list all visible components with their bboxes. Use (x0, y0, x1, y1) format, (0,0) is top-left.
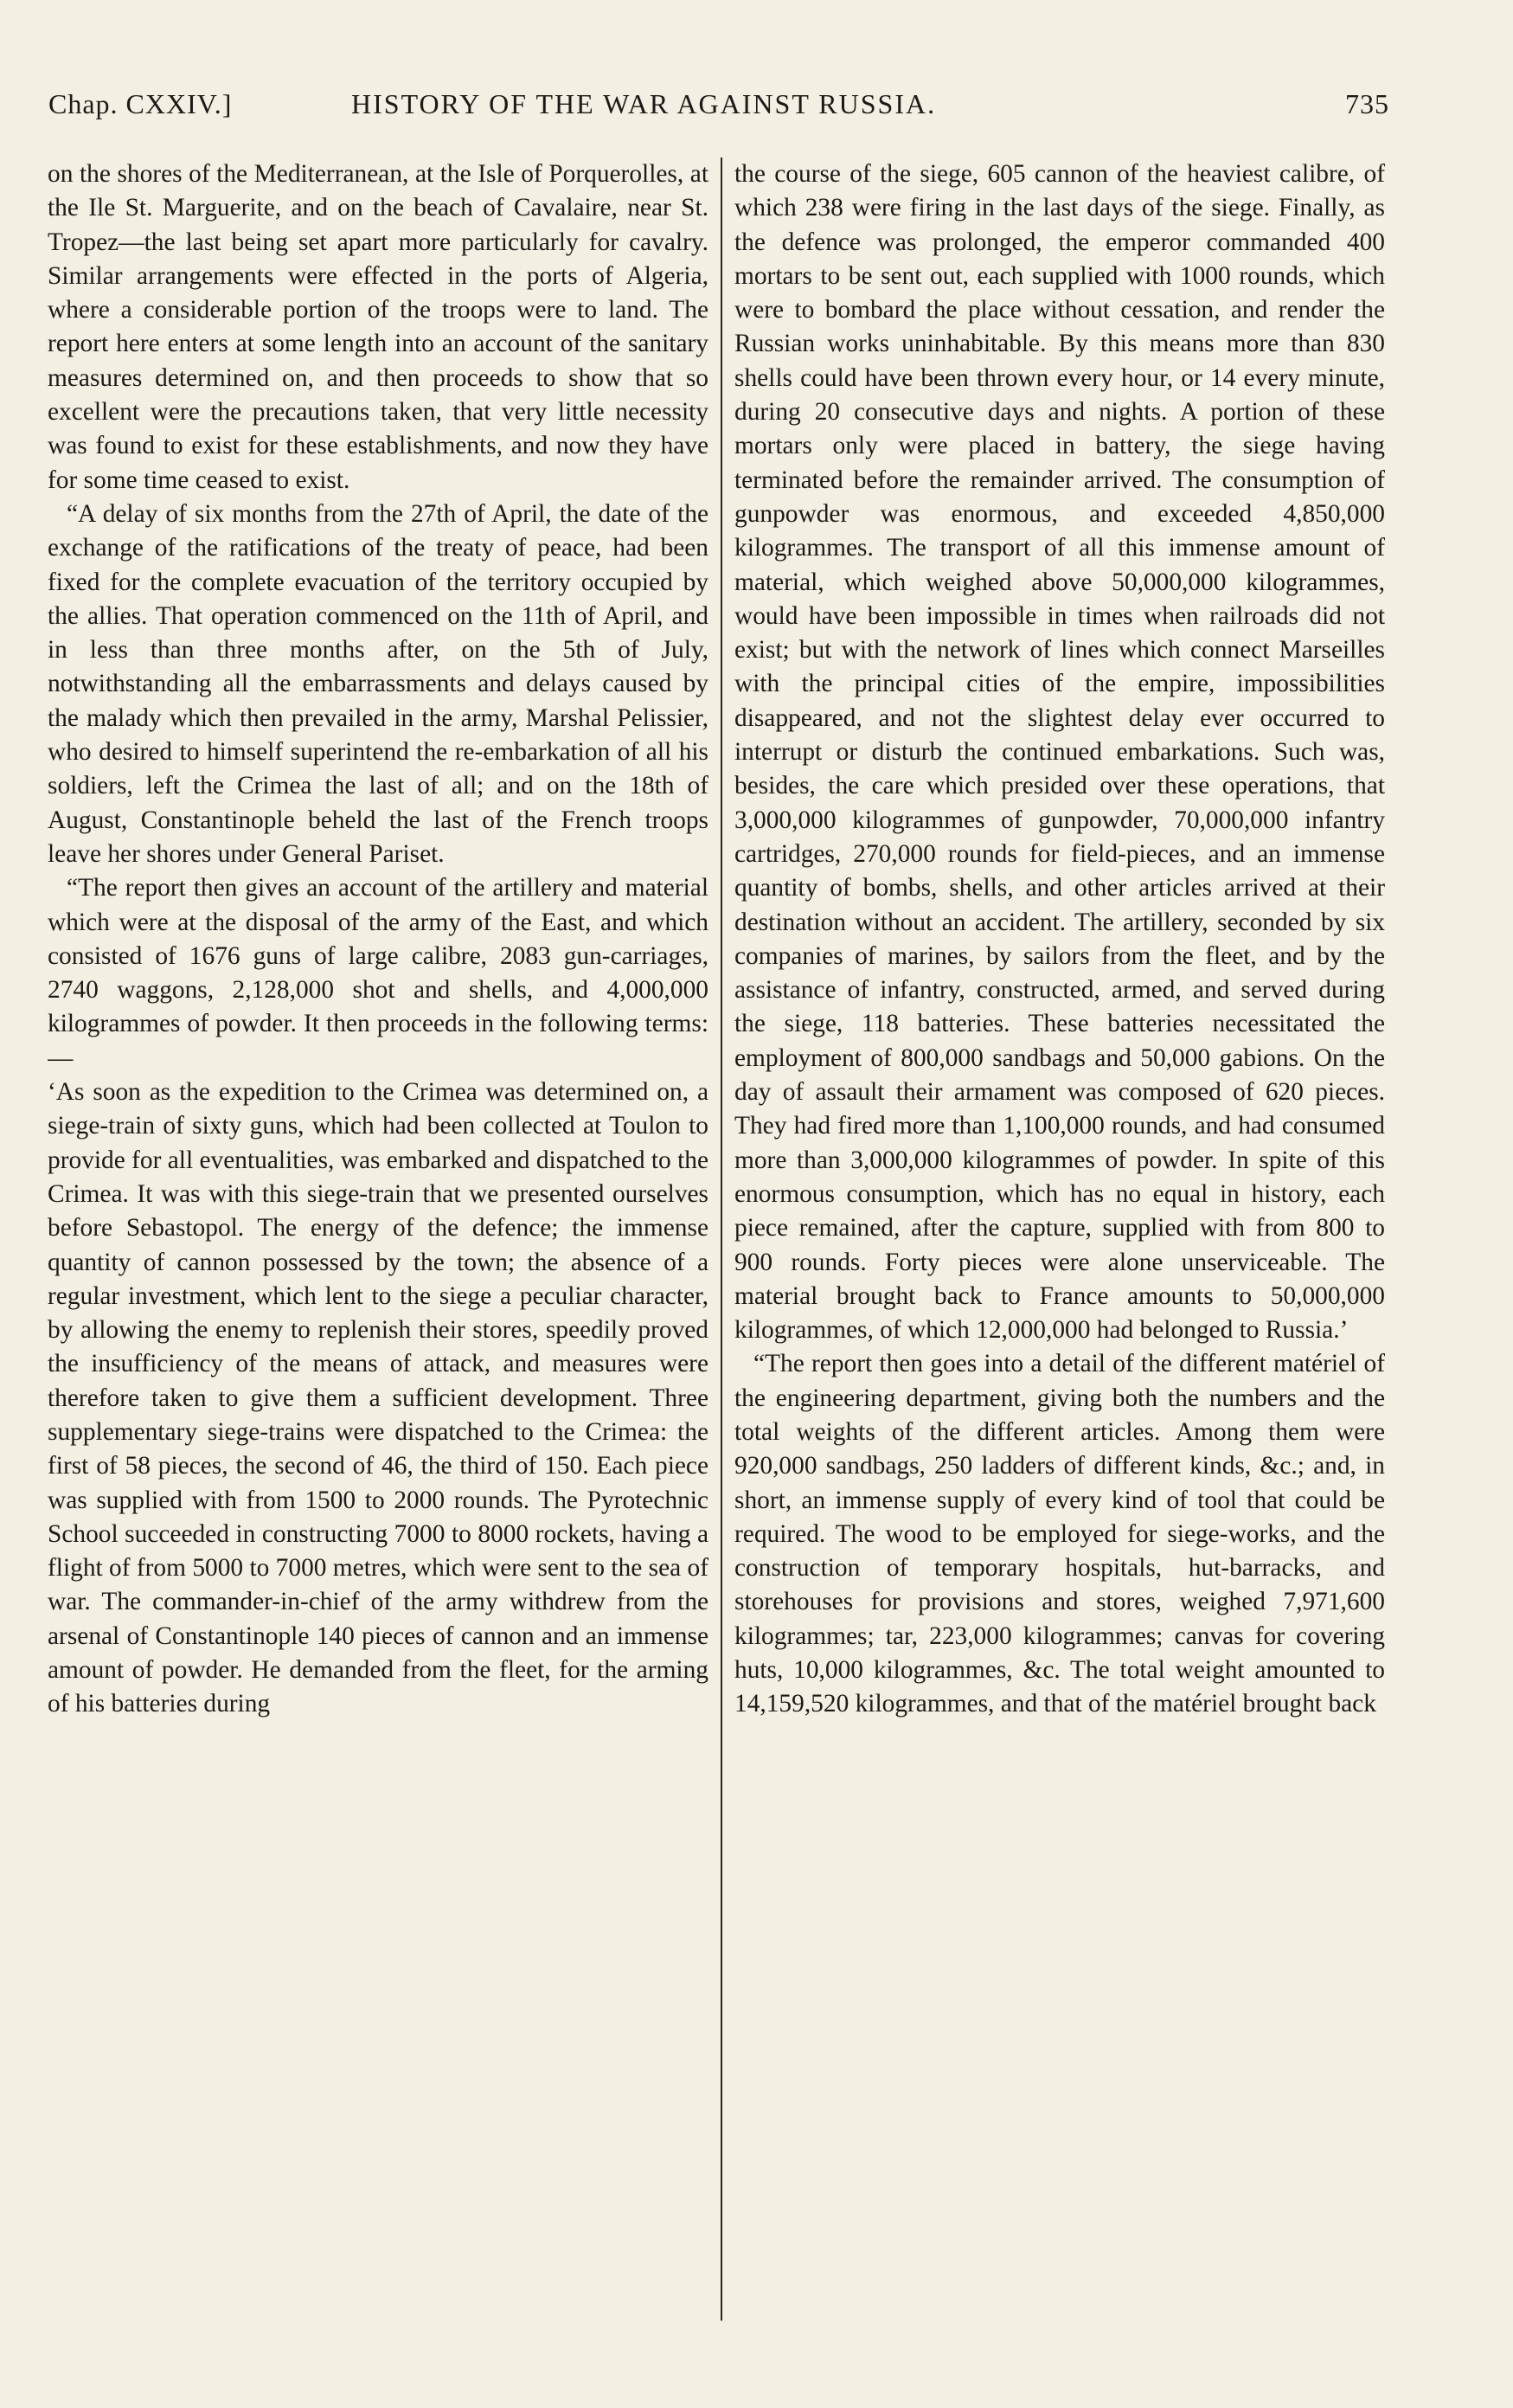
paragraph: “A delay of six months from the 27th of April, the date of the exchange of the ratifications of the treaty of peace, had been fixed for the complete evacuation of the territory occupied by the allies. That operation commenced on the 11th of April, and in less than three months after, on the 5th of July, notwithstanding all the embarrassments and delays caused by the malady which then prevailed in the army, Marshal Pelissier, who desired to himself superintend the re-embarkation of all his soldiers, left the Crimea the last of all; and on the 18th of August, Constantinople beheld the last of the French troops leave her shores under General Pariset. (48, 499, 708, 868)
chapter-label: Chap. CXXIV.] (48, 88, 233, 119)
paragraph: “The report then gives an account of the artillery and material which were at the disposal of the army of the East, and which consisted of 1676 guns of large calibre, 2083 gun-carriages, 2740 waggons, 2,128,000 shot and shells, and 4,000,000 kilogrammes of powder. It then proceeds in the following terms:— (48, 874, 708, 1072)
paragraph: “The report then goes into a detail of the different matériel of the engineering department, giving both the numbers and the total weights of the different articles. Among them were 920,000 sandbags, 250 ladders of different kinds, &c.; and, in short, an immense supply of every kind of tool that could be required. The wood to be employed for siege-works, and the construction of temporary hospitals, hut-barracks, and storehouses for provisions and stores, weighed 7,971,600 kilogrammes; tar, 223,000 kilogrammes; canvas for covering huts, 10,000 kilogrammes, &c. The total weight amounted to 14,159,520 kilogrammes, and that of the matériel brought back (734, 1350, 1385, 1718)
paragraph: ‘As soon as the expedition to the Crimea was determined on, a siege-train of sixty guns, which had been collected at Toulon to provide for all eventualities, was embarked and dispatched to the Crimea. It was with this siege-train that we presented ourselves before Sebastopol. The energy of the defence; the immense quantity of cannon possessed by the town; the absence of a regular investment, which lent to the siege a peculiar character, by allowing the enemy to replenish their stores, speedily proved the insufficiency of the means of attack, and measures were therefore taken to give them a sufficient development. Three supplementary siege-trains were dispatched to the Crimea: the first of 58 pieces, the second of 46, the third of 150. Each piece was supplied with from 1500 to 2000 rounds. The Pyrotechnic School succeeded in constructing 7000 to 8000 rockets, having a flight of from 5000 to 7000 metres, which were sent to the sea of war. The commander-in-chief of the army withdrew from the arsenal of Constantinople 140 pieces of cannon and an immense amount of powder. He demanded from the fleet, for the arming of his batteries during (48, 1078, 708, 1718)
running-header (48, 88, 1389, 128)
page-number: 735 (1345, 88, 1389, 119)
paragraph: on the shores of the Mediterranean, at the Isle of Porquerolles, at the Ile St. Marguerite, and on the beach of Cavalaire, near St. Tropez—the last being set apart more particularly for cavalry. Similar arrangements were effected in the ports of Algeria, where a considerable portion of the troops were to land. The report here enters at some length into an account of the sanitary measures determined on, and then proceeds to show that so excellent were the precautions taken, that very little necessity was found to exist for these establishments, and now they have for some time ceased to exist. (48, 160, 708, 494)
right-column (734, 157, 1385, 2342)
paragraph: the course of the siege, 605 cannon of the heaviest calibre, of which 238 were firing in the last days of the siege. Finally, as the defence was prolonged, the emperor commanded 400 mortars to be sent out, each supplied with 1000 rounds, which were to bombard the place without cessation, and render the Russian works uninhabitable. By this means more than 830 shells could have been thrown every hour, or 14 every minute, during 20 consecutive days and nights. A portion of these mortars only were placed in battery, the siege having terminated before the remainder arrived. The consumption of gunpowder was enormous, and exceeded 4,850,000 kilogrammes. The transport of all this immense amount of material, which weighed above 50,000,000 kilogrammes, would have been impossible in times when railroads did not exist; but with the network of lines which connect Marseilles with the principal cities of the empire, impossibilities disappeared, and not the slightest delay ever occurred to interrupt or disturb the continued embarkations. Such was, besides, the care which presided over these operations, that 3,000,000 kilogrammes of gunpowder, 70,000,000 infantry cartridges, 270,000 rounds for field-pieces, and an immense quantity of bombs, shells, and other articles arrived at their destination without an accident. The artillery, seconded by six companies of marines, by sailors from the fleet, and by the assistance of infantry, constructed, armed, and served during the siege, 118 batteries. These batteries necessitated the employment of 800,000 sandbags and 50,000 gabions. On the day of assault their armament was composed of 620 pieces. They had fired more than 1,100,000 rounds, and had consumed more than 3,000,000 kilogrammes of powder. In spite of this enormous consumption, which has no equal in history, each piece remained, after the capture, supplied with from 800 to 900 rounds. Forty pieces were alone unserviceable. The material brought back to France amounts to 50,000,000 kilogrammes, of which 12,000,000 had belonged to Russia.’ (734, 160, 1385, 1345)
left-column (48, 157, 708, 2342)
column-divider (721, 157, 722, 2321)
running-title: HISTORY OF THE WAR AGAINST RUSSIA. (351, 88, 937, 119)
